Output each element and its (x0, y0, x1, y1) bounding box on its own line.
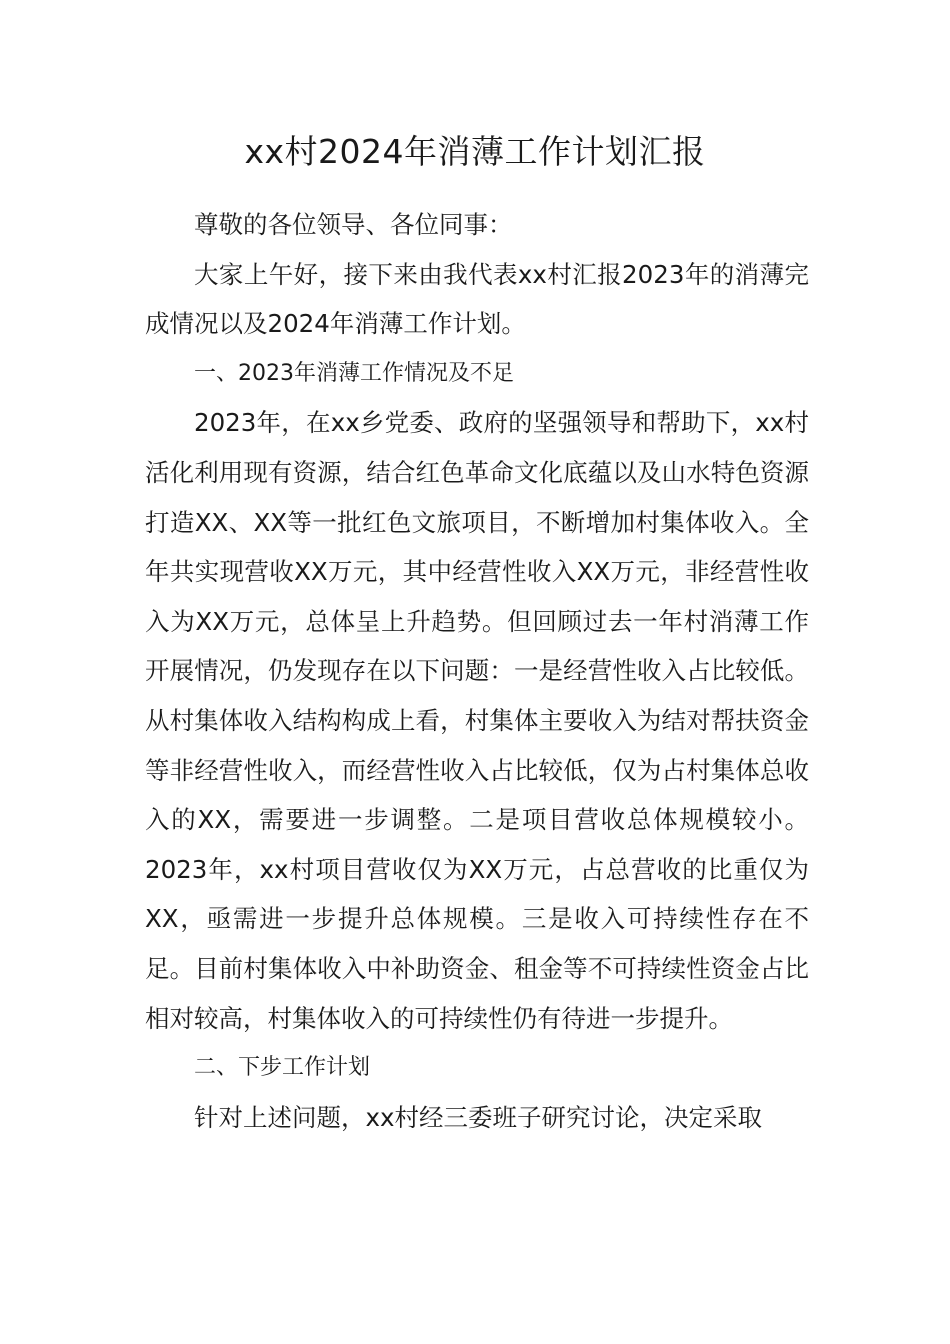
section-2-heading: 二、下步工作计划 (194, 1055, 371, 1081)
section-2-paragraph: 针对上述问题，xx村经三委班子研究讨论，决定采取 (194, 1102, 762, 1132)
salutation: 尊敬的各位领导、各位同事： (194, 210, 513, 239)
intro-paragraph: 大家上午好，接下来由我代表xx村汇报2023年的消薄完成情况以及2024年消薄工作计划。 (145, 259, 809, 339)
section-1-paragraph: 2023年，在xx乡党委、政府的坚强领导和帮助下，xx村活化利用现有资源，结合红色革命文化底蕴以及山水特色资源打造XX、XX等一批红色文旅项目，不断增加村集体收入。全年共实现营收XX万元，其中经营性收入XX万元，非经营性收入为XX万元，总体呈上升趋势。但回顾过去一年村消薄工作开展情况，仍发现存在以下问题：一是经营性收入占比较低。从村集体收入结构构成上看，村集体主要收入为结对帮扶资金等非经营性收入，而经营性收入占比较低，仅为占村集体总收入的XX，需要进一步调整。二是项目营收总体规模较小。2023年，xx村项目营收仅为XX万元，占总营收的比重仅为XX，亟需进一步提升总体规模。三是收入可持续性存在不足。目前村集体收入中补助资金、租金等不可持续性资金占比相对较高，村集体收入的可持续性仍有待进一步提升。 (145, 408, 809, 1033)
section-1-heading: 一、2023年消薄工作情况及不足 (194, 360, 514, 386)
document-title: xx村2024年消薄工作计划汇报 (244, 132, 706, 171)
document-body (145, 200, 809, 1142)
